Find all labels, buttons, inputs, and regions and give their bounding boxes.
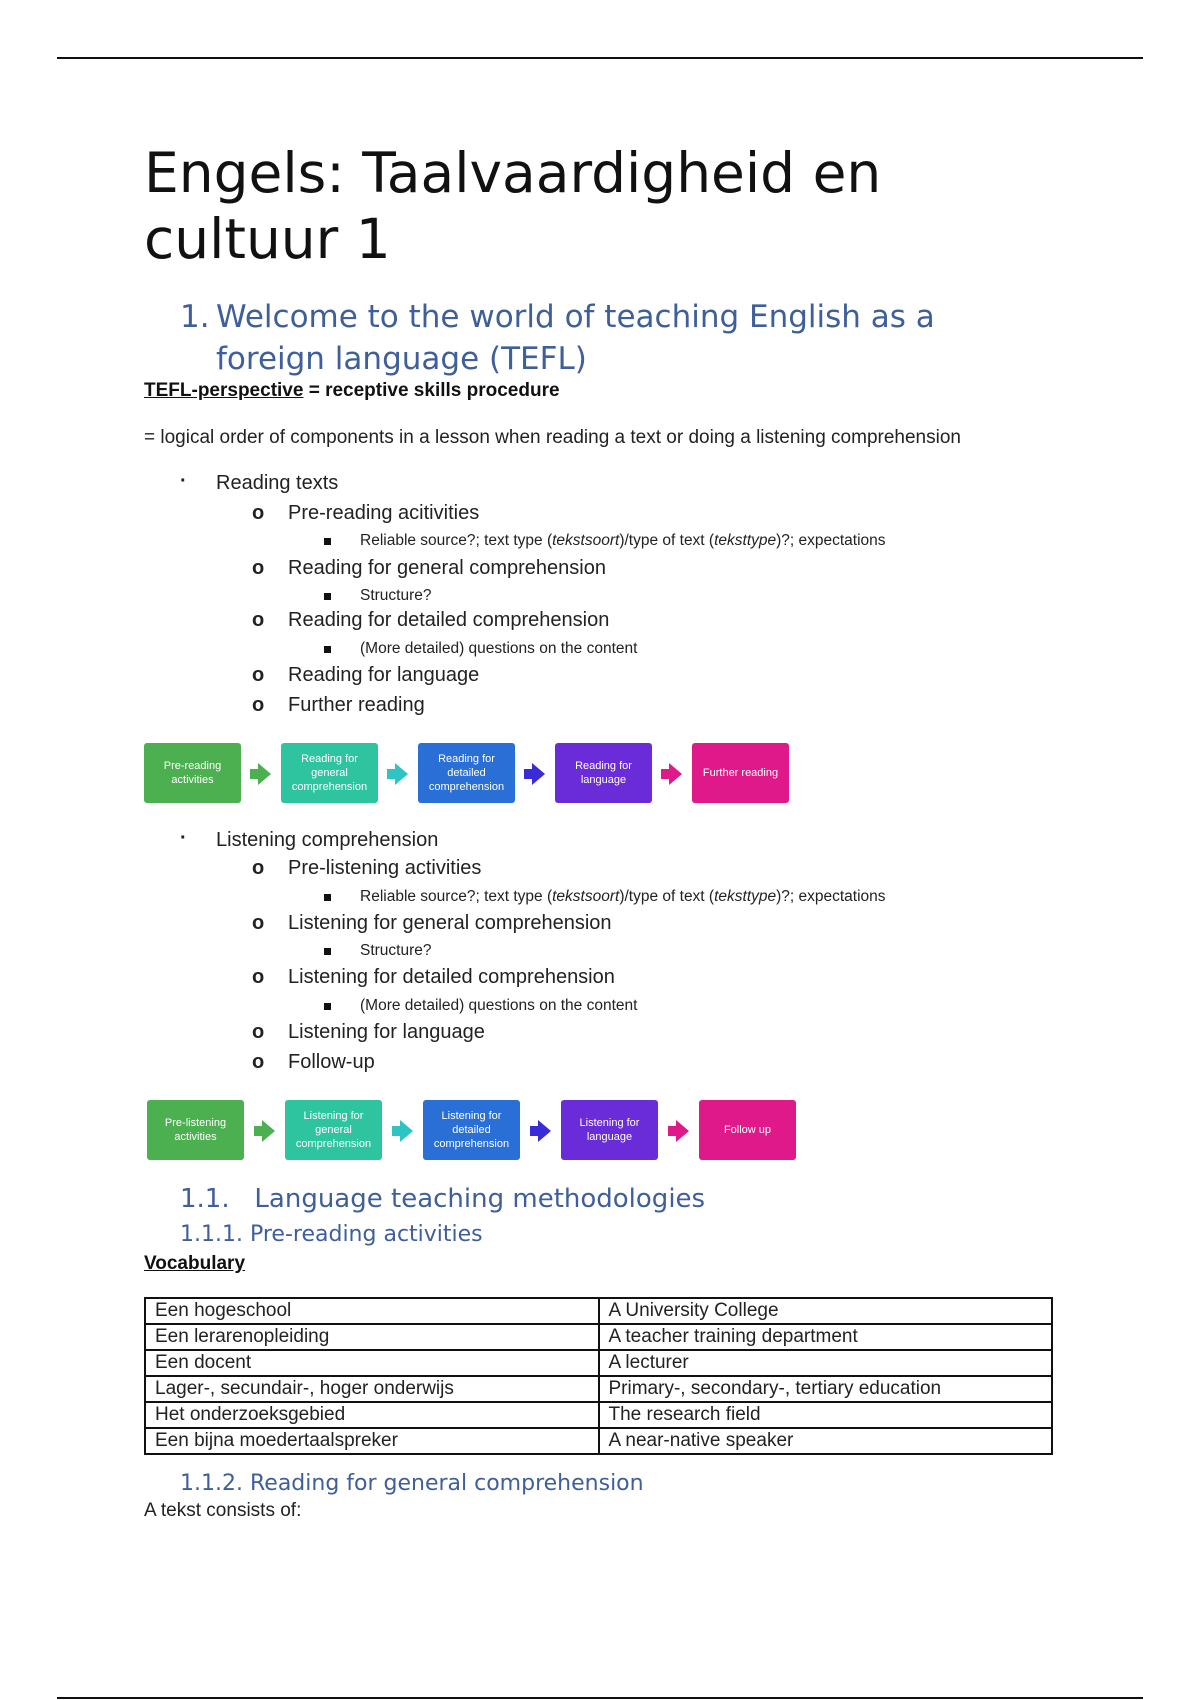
list-item-label: Follow-up [288, 1051, 375, 1073]
flow-step: Pre-reading activities [144, 743, 241, 803]
flow-step: Reading for detailed comprehension [418, 743, 515, 803]
vocabulary-table [144, 1297, 1053, 1455]
section-1-number: 1. [180, 299, 210, 335]
arrow-right-icon [254, 1120, 276, 1142]
list-item-label: Pre-listening activities [288, 857, 482, 879]
sub-item [360, 997, 637, 1015]
table-cell: Het onderzoeksgebied [145, 1402, 599, 1428]
bullet-o: o [252, 557, 265, 579]
table-cell: A lecturer [599, 1350, 1053, 1376]
section-1-1-2-heading [180, 1471, 644, 1496]
reading-heading: · Reading texts [216, 472, 338, 495]
table-cell: Primary-, secondary-, tertiary education [599, 1376, 1053, 1402]
section-1-1-1-heading [180, 1222, 483, 1247]
square-bullet-icon [324, 593, 331, 600]
sub-item-label: Reliable source?; text type (tekstsoort)/type of text (teksttype)?; expectations [360, 888, 886, 905]
section-number: 1.1.1. [180, 1222, 243, 1247]
definition-term: TEFL-perspective [144, 380, 304, 401]
list-item-label: Listening for general comprehension [288, 912, 612, 934]
sub-item-label: Structure? [360, 942, 432, 959]
listening-heading: · Listening comprehension [216, 829, 438, 852]
table-cell: The research field [599, 1402, 1053, 1428]
list-item [252, 694, 425, 717]
definition-rest: = receptive skills procedure [303, 380, 560, 401]
arrow-right-icon [387, 763, 409, 785]
document-title: Engels: Taalvaardigheid en cultuur 1 [144, 141, 882, 271]
list-item [252, 857, 482, 880]
section-title: Reading for general comprehension [249, 1471, 644, 1496]
arrow-right-icon [524, 763, 546, 785]
listening-flow-diagram [147, 1100, 867, 1162]
sub-item [360, 888, 886, 906]
table-row [145, 1428, 1052, 1454]
flow-step: Further reading [692, 743, 789, 803]
square-bullet-icon [324, 646, 331, 653]
table-cell: A University College [599, 1298, 1053, 1324]
arrow-right-icon [250, 763, 272, 785]
square-bullet-icon [324, 538, 331, 545]
square-bullet-icon [324, 948, 331, 955]
bullet-o: o [252, 664, 265, 686]
sub-item-label: Structure? [360, 587, 432, 604]
flow-step: Listening for general comprehension [285, 1100, 382, 1160]
sub-item [360, 532, 886, 550]
sub-item-label: (More detailed) questions on the content [360, 640, 638, 657]
arrow-right-icon [661, 763, 683, 785]
list-item-label: Reading for language [288, 664, 480, 686]
sub-item [360, 640, 637, 658]
list-item [252, 664, 480, 687]
section-1-title: Welcome to the world of teaching English as a foreign language (TEFL) [216, 299, 935, 377]
section-1-1-heading [180, 1184, 705, 1214]
section-1-heading [180, 296, 1000, 380]
table-row [145, 1324, 1052, 1350]
table-cell: Een hogeschool [145, 1298, 599, 1324]
sub-item [360, 942, 432, 960]
header-rule [57, 57, 1143, 59]
definition-explanation: = logical order of components in a lesson when reading a text or doing a listening comprehension [144, 427, 961, 448]
table-cell: Een docent [145, 1350, 599, 1376]
list-item-label: Listening for detailed comprehension [288, 966, 615, 988]
list-item [252, 1021, 485, 1044]
list-item [252, 609, 610, 632]
vocabulary-title: Vocabulary [144, 1253, 246, 1274]
bullet-o: o [252, 502, 265, 524]
flow-step: Listening for language [561, 1100, 658, 1160]
table-cell: A teacher training department [599, 1324, 1053, 1350]
bullet-o: o [252, 966, 265, 988]
bullet-o: o [252, 609, 265, 631]
list-item-label: Reading for detailed comprehension [288, 609, 610, 631]
square-bullet-icon [324, 1003, 331, 1010]
arrow-right-icon [392, 1120, 414, 1142]
table-row [145, 1298, 1052, 1324]
list-item-label: Pre-reading acitivities [288, 502, 480, 524]
sub-item-label: (More detailed) questions on the content [360, 997, 638, 1014]
flow-step: Reading for general comprehension [281, 743, 378, 803]
section-title: Pre-reading activities [249, 1222, 483, 1247]
table-cell: Een bijna moedertaalspreker [145, 1428, 599, 1454]
table-row [145, 1402, 1052, 1428]
reading-flow-diagram [144, 743, 864, 805]
arrow-right-icon [530, 1120, 552, 1142]
list-item-label: Listening for language [288, 1021, 485, 1043]
bullet-o: o [252, 857, 265, 879]
bullet-o: o [252, 1021, 265, 1043]
bullet-o: o [252, 912, 265, 934]
body-text: A tekst consists of: [144, 1500, 302, 1521]
list-item-label: Reading for general comprehension [288, 557, 606, 579]
section-title: Language teaching methodologies [254, 1184, 706, 1214]
list-item-label: Further reading [288, 694, 425, 716]
table-row [145, 1350, 1052, 1376]
square-bullet-icon [324, 894, 331, 901]
section-number: 1.1. [180, 1184, 230, 1214]
flow-step: Follow up [699, 1100, 796, 1160]
sub-item [360, 587, 432, 605]
list-item [252, 1051, 375, 1074]
list-item [252, 912, 612, 935]
flow-step: Pre-listening activities [147, 1100, 244, 1160]
list-item [252, 557, 606, 580]
flow-step: Listening for detailed comprehension [423, 1100, 520, 1160]
bullet-o: o [252, 1051, 265, 1073]
list-item [252, 502, 480, 525]
section-number: 1.1.2. [180, 1471, 243, 1496]
table-cell: A near-native speaker [599, 1428, 1053, 1454]
list-item [252, 966, 615, 989]
table-row [145, 1376, 1052, 1402]
arrow-right-icon [668, 1120, 690, 1142]
tefl-definition [144, 380, 560, 402]
footer-rule [57, 1697, 1143, 1699]
bullet-o: o [252, 694, 265, 716]
table-cell: Een lerarenopleiding [145, 1324, 599, 1350]
table-cell: Lager-, secundair-, hoger onderwijs [145, 1376, 599, 1402]
flow-step: Reading for language [555, 743, 652, 803]
sub-item-label: Reliable source?; text type (tekstsoort)/type of text (teksttype)?; expectations [360, 532, 886, 549]
